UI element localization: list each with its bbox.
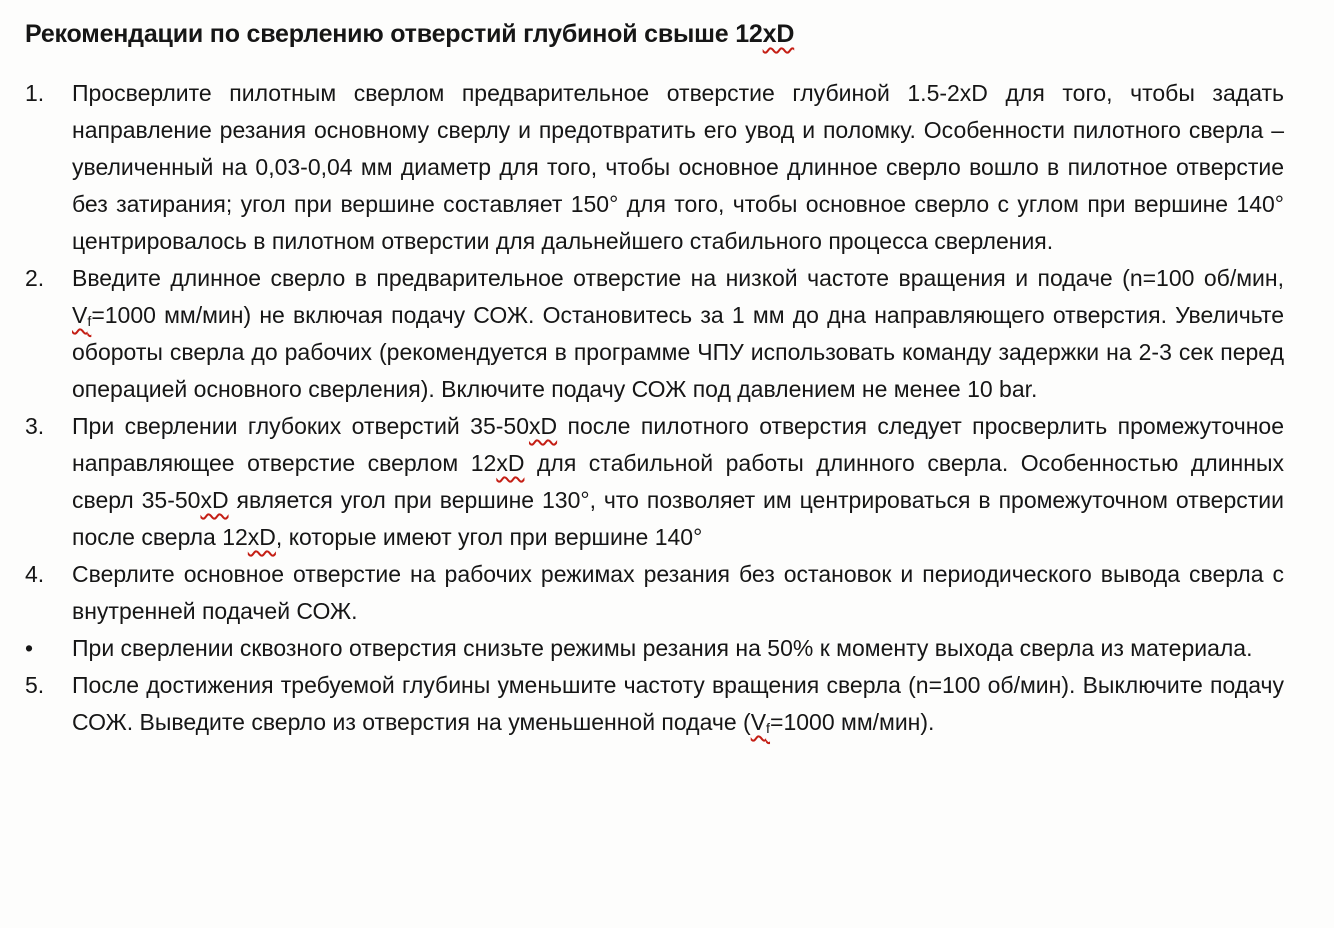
list-item [25, 667, 1284, 741]
list-item-text: При сверлении глубоких отверстий 35-50xD после пилотного отверстия следует просверлить промежуточное направляющее отверстие сверлом 12xD для стабильной работы длинного сверла. Особенностью длинных сверл 35-50xD является угол при вершине 130°, что позволяет им центрироваться в промежуточном отверстии после сверла 12xD, которые имеют угол при вершине 140° [72, 413, 1284, 550]
list-item-number: 5. [25, 672, 45, 698]
list-item [25, 630, 1284, 667]
recommendations-list [25, 75, 1284, 741]
list-item [25, 408, 1284, 556]
list-item-number: 1. [25, 80, 45, 106]
list-item [25, 260, 1284, 408]
list-item-number: 3. [25, 413, 45, 439]
page-title: Рекомендации по сверлению отверстий глубиной свыше 12xD [25, 20, 795, 48]
list-item [25, 556, 1284, 630]
list-item-number: 4. [25, 561, 45, 587]
list-item-text: При сверлении сквозного отверстия снизьте режимы резания на 50% к моменту выхода сверла из материала. [72, 635, 1253, 661]
list-item-text: Просверлите пилотным сверлом предварительное отверстие глубиной 1.5-2xD для того, чтобы задать направление резания основному сверлу и предотвратить его увод и поломку. Особенности пилотного сверла – увеличенный на 0,03-0,04 мм диаметр для того, чтобы основное длинное сверло вошло в пилотное отверстие без затирания; угол при вершине составляет 150° для того, чтобы основное сверло с углом при вершине 140° центрировалось в пилотном отверстии для дальнейшего стабильного процесса сверления. [72, 80, 1284, 254]
list-item-text: После достижения требуемой глубины уменьшите частоту вращения сверла (n=100 об/мин). Выключите подачу СОЖ. Выведите сверло из отверстия на уменьшенной подаче ($V_f=1000$ мм/мин). [72, 672, 1284, 737]
list-item-text: Введите длинное сверло в предварительное отверстие на низкой частоте вращения и подаче (n=100 об/мин, $V_f=1000$ мм/мин) не включая подачу СОЖ. Остановитесь за 1 мм до дна направляющего отверстия. Увеличьте обороты сверла до рабочих (рекомендуется в программе ЧПУ использовать команду задержки на 2-3 сек перед операцией основного сверления). Включите подачу СОЖ под давлением не менее 10 bar. [72, 265, 1284, 402]
list-item [25, 75, 1284, 260]
list-item-number: 2. [25, 265, 45, 291]
list-item-text: Сверлите основное отверстие на рабочих режимах резания без остановок и периодического вывода сверла с внутренней подачей СОЖ. [72, 561, 1284, 624]
bullet-marker: • [25, 635, 34, 661]
